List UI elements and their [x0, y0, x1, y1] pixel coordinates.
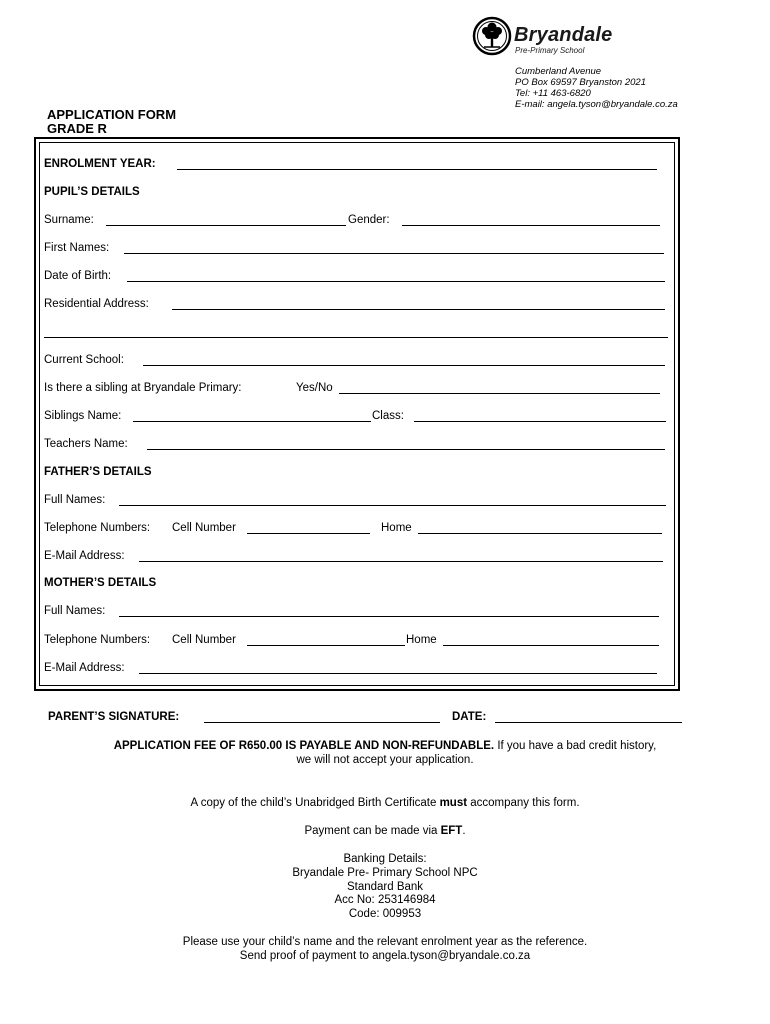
current-school-field[interactable]: [143, 365, 665, 366]
form-title-line1: APPLICATION FORM: [47, 107, 177, 122]
mother-details-heading: MOTHER’S DETAILS: [44, 577, 157, 589]
siblings-name-label: Siblings Name:: [44, 410, 122, 422]
surname-label: Surname:: [44, 214, 94, 226]
proof-of-payment-note: Send proof of payment to angela.tyson@bryandale.co.za: [239, 950, 531, 962]
contact-po-box: PO Box 69597 Bryanston 2021: [515, 77, 646, 88]
father-home-label: Home: [381, 522, 412, 534]
school-contact: [515, 66, 678, 110]
father-details-heading: FATHER’S DETAILS: [44, 466, 152, 478]
surname-field[interactable]: [106, 225, 346, 226]
birth-cert-bold: must: [439, 797, 468, 809]
school-logo: [472, 14, 642, 58]
pupil-details-heading: PUPIL’S DETAILS: [44, 186, 140, 198]
mother-email-label: E-Mail Address:: [44, 662, 125, 674]
contact-telephone: Tel: +11 463-6820: [515, 88, 591, 99]
class-field[interactable]: [414, 421, 666, 422]
enrolment-year-field[interactable]: [177, 169, 657, 170]
reference-note: Please use your child’s name and the relevant enrolment year as the reference.: [182, 936, 588, 948]
banking-branch-code: Code: 009953: [348, 908, 422, 920]
father-telephone-label: Telephone Numbers:: [44, 522, 151, 534]
enrolment-year-label: ENROLMENT YEAR:: [44, 158, 156, 170]
form-title-line2: GRADE R: [47, 121, 107, 136]
payment-post: .: [462, 825, 466, 837]
mother-cell-field[interactable]: [247, 645, 405, 646]
birth-certificate-note: [0, 796, 770, 810]
application-fee-bold: APPLICATION FEE OF R650.00 IS PAYABLE AND NON-REFUNDABLE.: [113, 740, 495, 752]
banking-heading: Banking Details:: [343, 853, 427, 865]
payment-note: [0, 824, 770, 838]
birth-cert-pre: A copy of the child’s Unabridged Birth Certificate: [190, 797, 440, 809]
father-cell-label: Cell Number: [172, 522, 236, 534]
payment-pre: Payment can be made via: [304, 825, 441, 837]
yes-no-label: Yes/No: [296, 382, 333, 394]
residential-address-field[interactable]: [172, 309, 665, 310]
residential-address-label: Residential Address:: [44, 298, 149, 310]
class-label: Class:: [372, 410, 404, 422]
gender-field[interactable]: [402, 225, 660, 226]
birth-cert-post: accompany this form.: [467, 797, 580, 809]
teachers-name-field[interactable]: [147, 449, 665, 450]
father-email-label: E-Mail Address:: [44, 550, 125, 562]
residential-address-field-line2[interactable]: [44, 337, 668, 338]
date-field[interactable]: [495, 722, 682, 723]
date-label: DATE:: [452, 711, 487, 723]
first-names-label: First Names:: [44, 242, 110, 254]
date-of-birth-field[interactable]: [127, 281, 665, 282]
father-full-names-label: Full Names:: [44, 494, 106, 506]
current-school-label: Current School:: [44, 354, 124, 366]
application-fee-line2: we will not accept your application.: [296, 754, 474, 766]
mother-home-field[interactable]: [443, 645, 659, 646]
mother-full-names-field[interactable]: [119, 616, 659, 617]
mother-full-names-label: Full Names:: [44, 605, 106, 617]
mother-telephone-label: Telephone Numbers:: [44, 634, 151, 646]
father-email-field[interactable]: [139, 561, 663, 562]
siblings-name-field[interactable]: [133, 421, 371, 422]
banking-account-number: Acc No: 253146984: [334, 894, 436, 906]
mother-email-field[interactable]: [139, 673, 657, 674]
banking-account-name: Bryandale Pre- Primary School NPC: [292, 867, 478, 879]
logo-name: Bryandale: [514, 24, 613, 46]
parent-signature-label: PARENT’S SIGNATURE:: [48, 711, 180, 723]
logo-subtitle: Pre-Primary School: [515, 46, 585, 55]
tree-crest-icon: [472, 16, 512, 56]
parent-signature-field[interactable]: [204, 722, 440, 723]
father-cell-field[interactable]: [247, 533, 370, 534]
contact-street: Cumberland Avenue: [515, 66, 602, 77]
form-title: [47, 108, 176, 136]
application-fee-note: [0, 739, 770, 753]
mother-cell-label: Cell Number: [172, 634, 236, 646]
payment-bold: EFT: [440, 825, 463, 837]
sibling-question-label: Is there a sibling at Bryandale Primary:: [44, 382, 242, 394]
date-of-birth-label: Date of Birth:: [44, 270, 112, 282]
banking-bank-name: Standard Bank: [346, 881, 424, 893]
father-full-names-field[interactable]: [119, 505, 666, 506]
first-names-field[interactable]: [124, 253, 664, 254]
contact-email: E-mail: angela.tyson@bryandale.co.za: [515, 99, 678, 110]
mother-home-label: Home: [406, 634, 437, 646]
teachers-name-label: Teachers Name:: [44, 438, 128, 450]
father-home-field[interactable]: [418, 533, 662, 534]
gender-label: Gender:: [348, 214, 390, 226]
sibling-answer-field[interactable]: [339, 393, 660, 394]
application-fee-rest: If you have a bad credit history,: [494, 740, 657, 752]
